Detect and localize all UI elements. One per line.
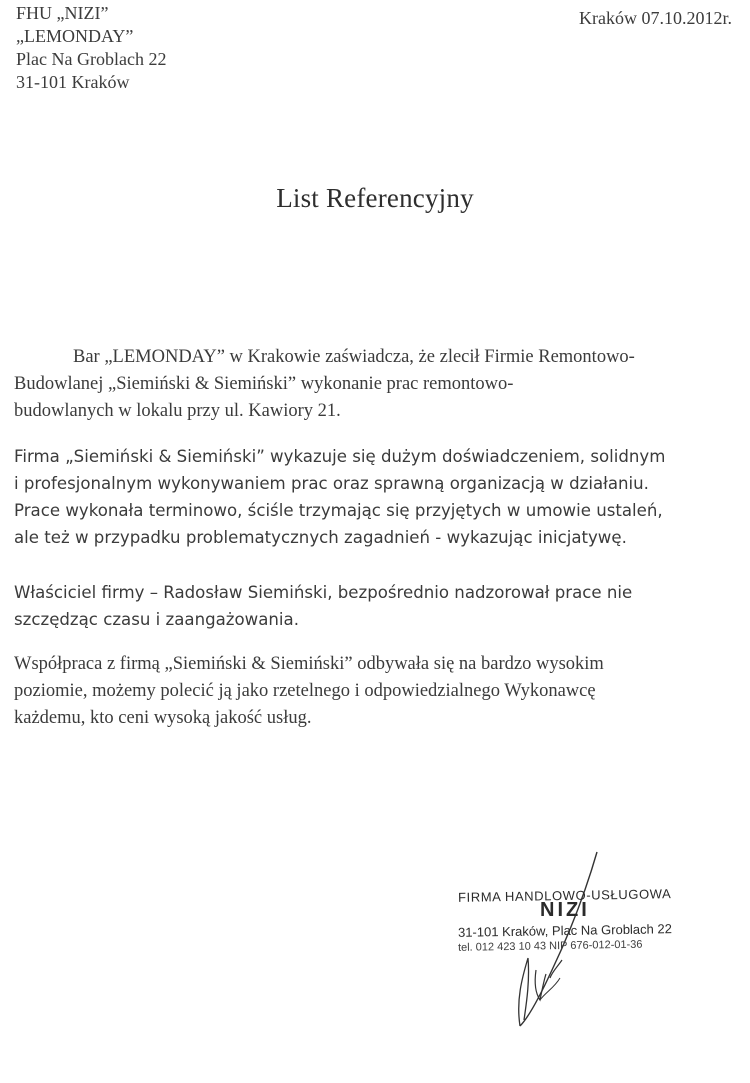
paragraph-line: Prace wykonała terminowo, ściśle trzymając się przyjętych w umowie ustaleń,: [14, 501, 663, 520]
paragraph-line: budowlanych w lokalu przy ul. Kawiory 21.: [14, 401, 341, 421]
sender-line: FHU „NIZI”: [16, 3, 109, 23]
paragraph-4: [14, 651, 742, 732]
sender-line: „LEMONDAY”: [16, 26, 134, 46]
letter-date: Kraków 07.10.2012r.: [579, 8, 732, 28]
paragraph-line: i profesjonalnym wykonywaniem prac oraz sprawną organizacją w działaniu.: [14, 474, 649, 493]
paragraph-line: każdemu, kto ceni wysoką jakość usług.: [14, 708, 312, 728]
stamp-line: tel. 012 423 10 43 NIP 676-012-01-36: [457, 938, 643, 954]
sender-address: [16, 2, 166, 94]
paragraph-line: ale też w przypadku problematycznych zagadnień - wykazując inicjatywę.: [14, 528, 627, 547]
stamp-company-name: NIZI: [540, 899, 590, 921]
stamp-line: 31-101 Kraków, Plac Na Groblach 22: [457, 921, 673, 940]
sender-line: 31-101 Kraków: [16, 72, 130, 92]
paragraph-line: poziomie, możemy polecić ją jako rzetelnego i odpowiedzialnego Wykonawcę: [14, 681, 596, 701]
letter-title: List Referencyjny: [276, 183, 474, 213]
paragraph-line: Firma „Siemiński & Siemiński” wykazuje się dużym doświadczeniem, solidnym: [14, 447, 666, 466]
paragraph-line: Właściciel firmy – Radosław Siemiński, bezpośrednio nadzorował prace nie: [14, 583, 633, 602]
paragraph-3: [14, 579, 742, 633]
paragraph-line: Bar „LEMONDAY” w Krakowie zaświadcza, że zlecił Firmie Remontowo-: [73, 347, 635, 367]
company-stamp: [458, 888, 672, 952]
paragraph-line: Budowlanej „Siemiński & Siemiński” wykonanie prac remontowo-: [14, 374, 514, 394]
paragraph-line: Współpraca z firmą „Siemiński & Siemiński” odbywała się na bardzo wysokim: [14, 654, 604, 674]
stamp-line: FIRMA HANDLOWO-USŁUGOWA: [457, 886, 672, 905]
sender-line: Plac Na Groblach 22: [16, 49, 167, 69]
paragraph-line: szczędząc czasu i zaangażowania.: [14, 610, 299, 629]
paragraph-2: [14, 443, 742, 551]
paragraph-1: [14, 344, 742, 425]
